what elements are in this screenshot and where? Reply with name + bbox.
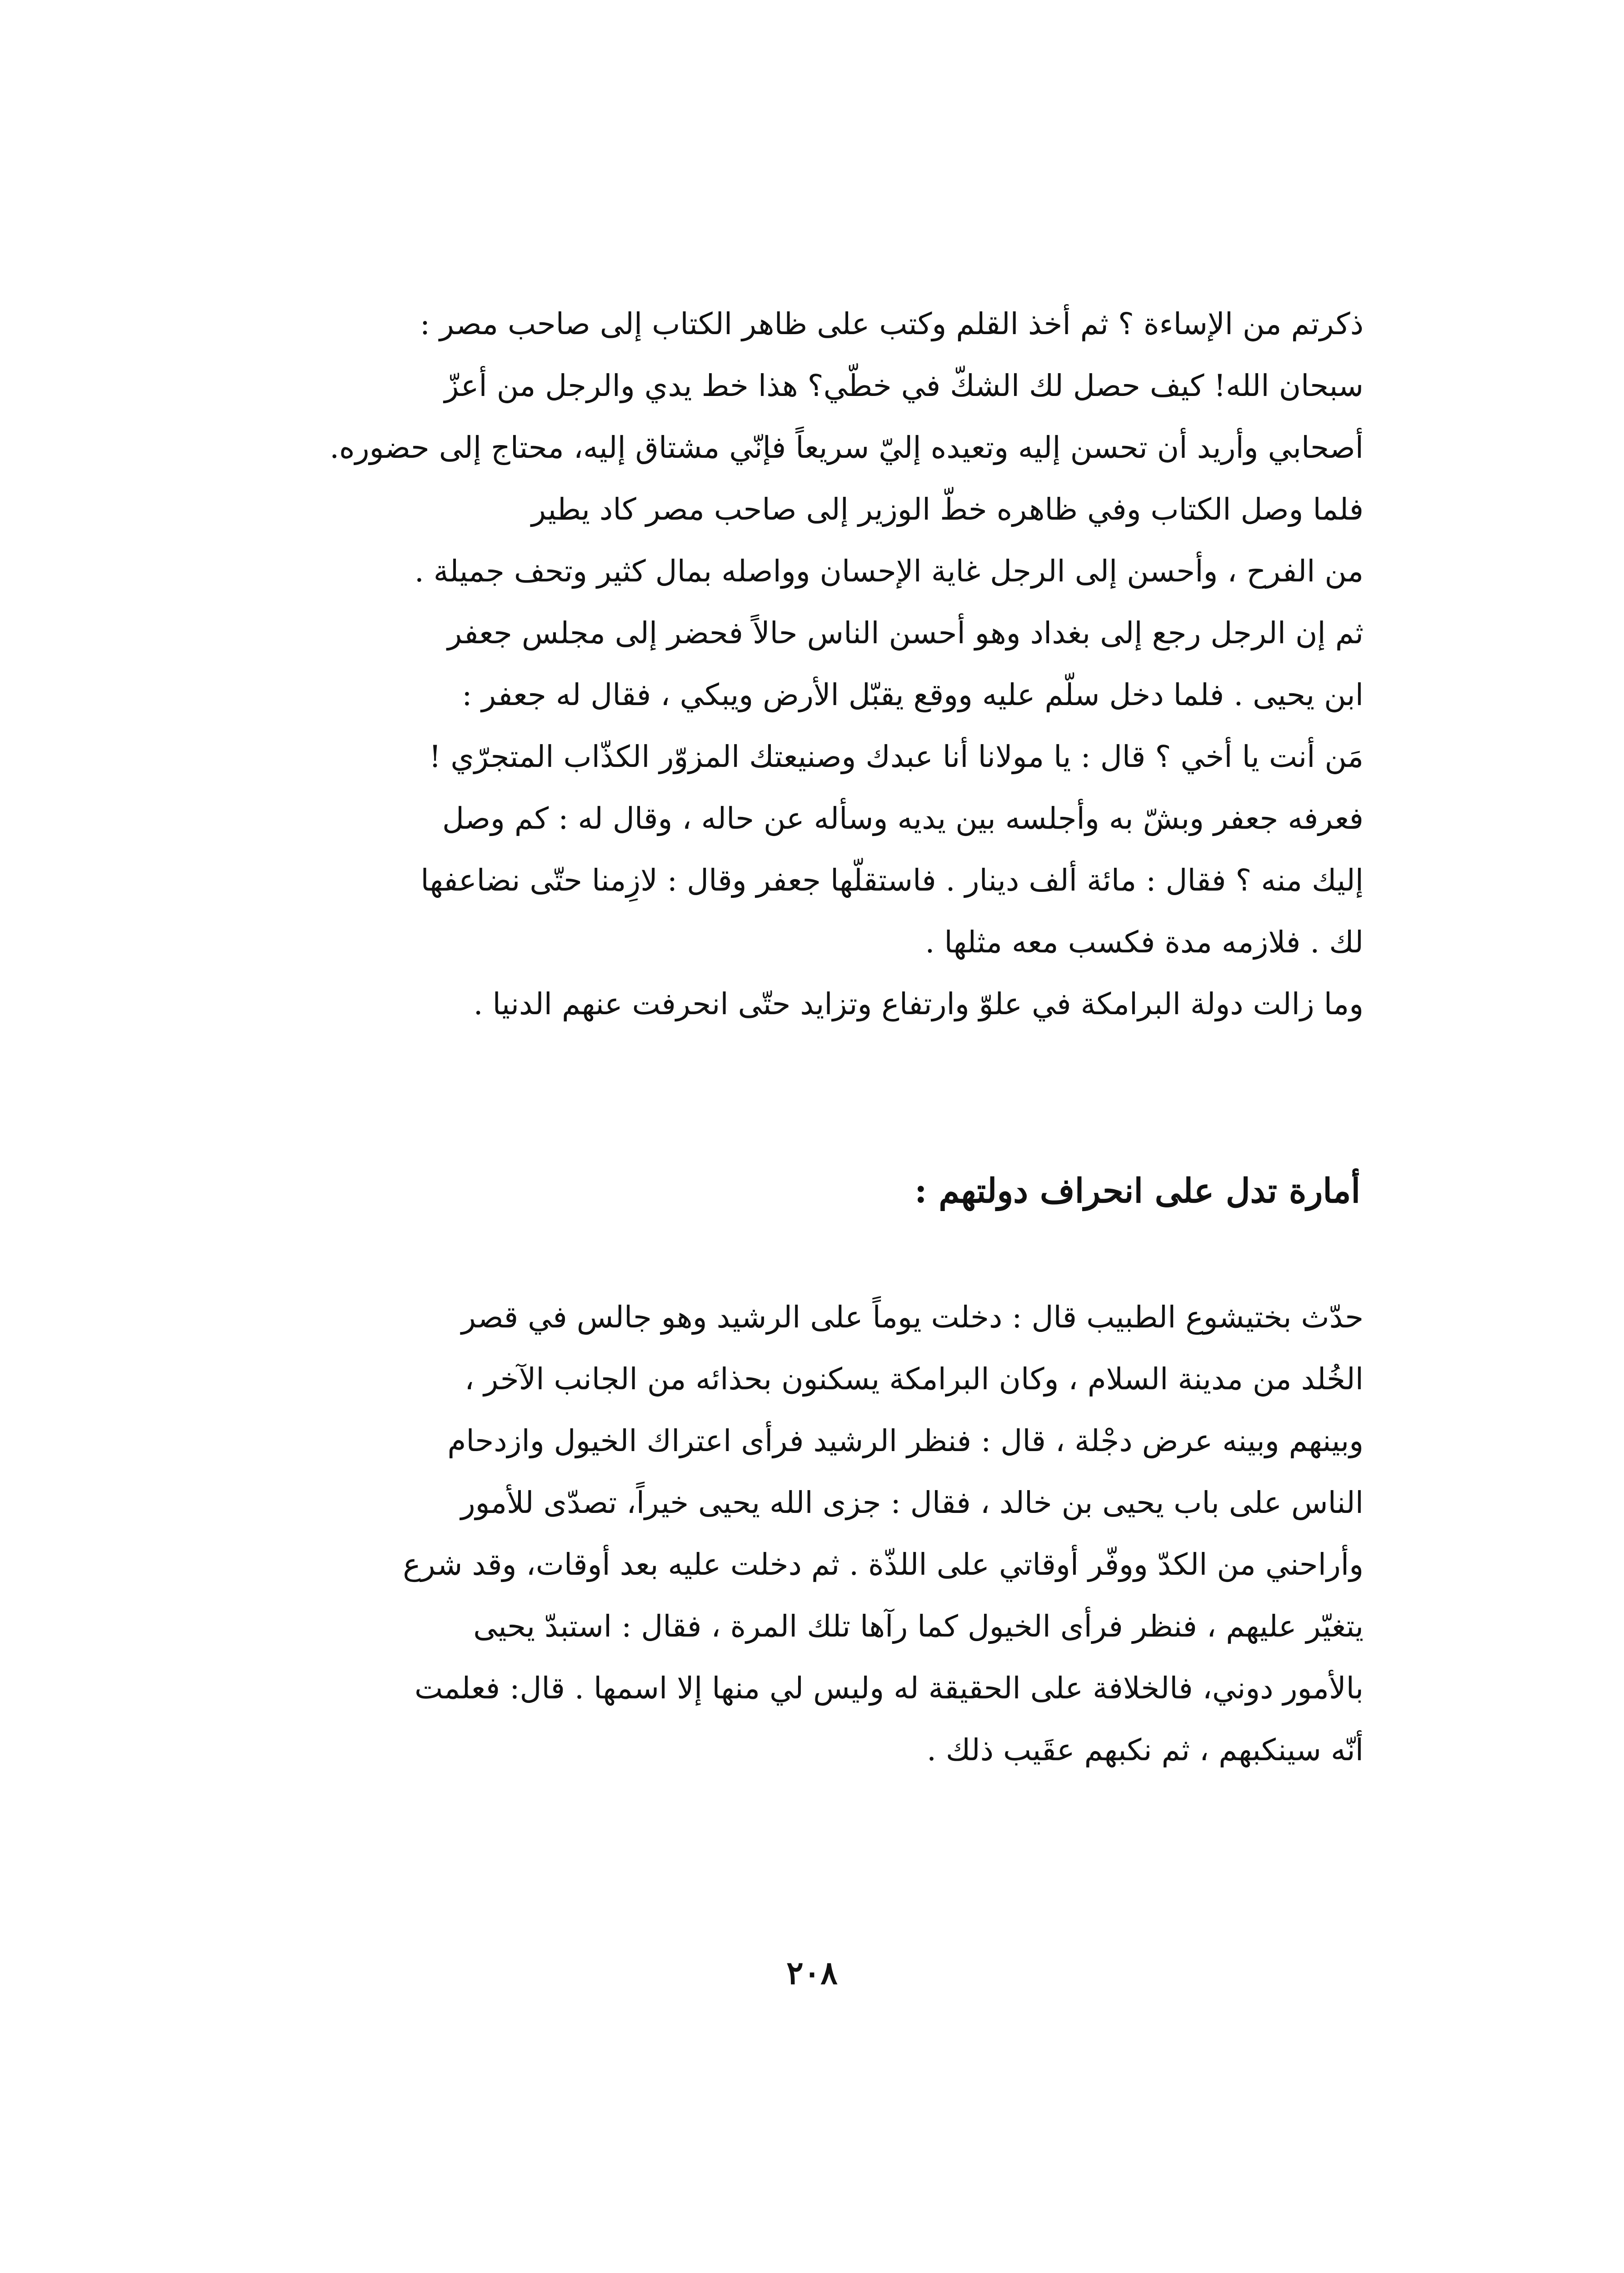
text-line: وبينهم وبينه عرض دجْلة ، قال : فنظر الرشيد فرأى اعتراك الخيول وازدحام (447, 1423, 1364, 1458)
paragraph-block-2 (273, 1287, 1364, 1781)
text-line: أنّه سينكبهم ، ثم نكبهم عقَيب ذلك . (926, 1732, 1364, 1767)
text-line: ذكرتم من الإساءة ؟ ثم أخذ القلم وكتب على ظاهر الكتاب إلى صاحب مصر : (420, 306, 1364, 341)
text-line: الخُلد من مدينة السلام ، وكان البرامكة يسكنون بحذائه من الجانب الآخر ، (465, 1362, 1364, 1397)
text-line: مَن أنت يا أخي ؟ قال : يا مولانا أنا عبدك وصنيعتك المزوّر الكذّاب المتجرّي ! (429, 739, 1364, 774)
text-line: فلما وصل الكتاب وفي ظاهره خطّ الوزير إلى صاحب مصر كاد يطير (531, 492, 1364, 527)
text-line: بالأمور دوني، فالخلافة على الحقيقة له وليس لي منها إلا اسمها . قال: فعلمت (415, 1671, 1364, 1706)
text-line: يتغيّر عليهم ، فنظر فرأى الخيول كما رآها تلك المرة ، فقال : استبدّ يحيى (473, 1609, 1364, 1644)
text-line: لك . فلازمه مدة فكسب معه مثلها . (925, 925, 1364, 960)
section-heading: أمارة تدل على انحراف دولتهم : (914, 1172, 1360, 1211)
text-line: سبحان الله! كيف حصل لك الشكّ في خطّي؟ هذا خط يدي والرجل من أعزّ (444, 368, 1364, 403)
text-line: فعرفه جعفر وبشّ به وأجلسه بين يديه وسأله عن حاله ، وقال له : كم وصل (442, 801, 1364, 836)
text-line: حدّث بختيشوع الطبيب قال : دخلت يوماً على الرشيد وهو جالس في قصر (461, 1300, 1364, 1335)
text-line: وأراحني من الكدّ ووفّر أوقاتي على اللذّة . ثم دخلت عليه بعد أوقات، وقد شرع (403, 1547, 1364, 1582)
text-line: أصحابي وأريد أن تحسن إليه وتعيده إليّ سريعاً فإنّي مشتاق إليه، محتاج إلى حضوره. (330, 430, 1364, 465)
text-line: ثم إن الرجل رجع إلى بغداد وهو أحسن الناس حالاً فحضر إلى مجلس جعفر (447, 616, 1364, 651)
paragraph-block-1 (273, 293, 1364, 1035)
text-line: ابن يحيى . فلما دخل سلّم عليه ووقع يقبّل الأرض ويبكي ، فقال له جعفر : (462, 677, 1364, 712)
text-line: من الفرح ، وأحسن إلى الرجل غاية الإحسان وواصله بمال كثير وتحف جميلة . (414, 554, 1364, 589)
page-number: ٢٠٨ (786, 1954, 838, 1992)
text-line: الناس على باب يحيى بن خالد ، فقال : جزى الله يحيى خيراً، تصدّى للأمور (460, 1485, 1364, 1520)
text-line: وما زالت دولة البرامكة في علوّ وارتفاع وتزايد حتّى انحرفت عنهم الدنيا . (473, 986, 1364, 1021)
text-line: إليك منه ؟ فقال : مائة ألف دينار . فاستقلّها جعفر وقال : لازِمنا حتّى نضاعفها (420, 863, 1364, 898)
